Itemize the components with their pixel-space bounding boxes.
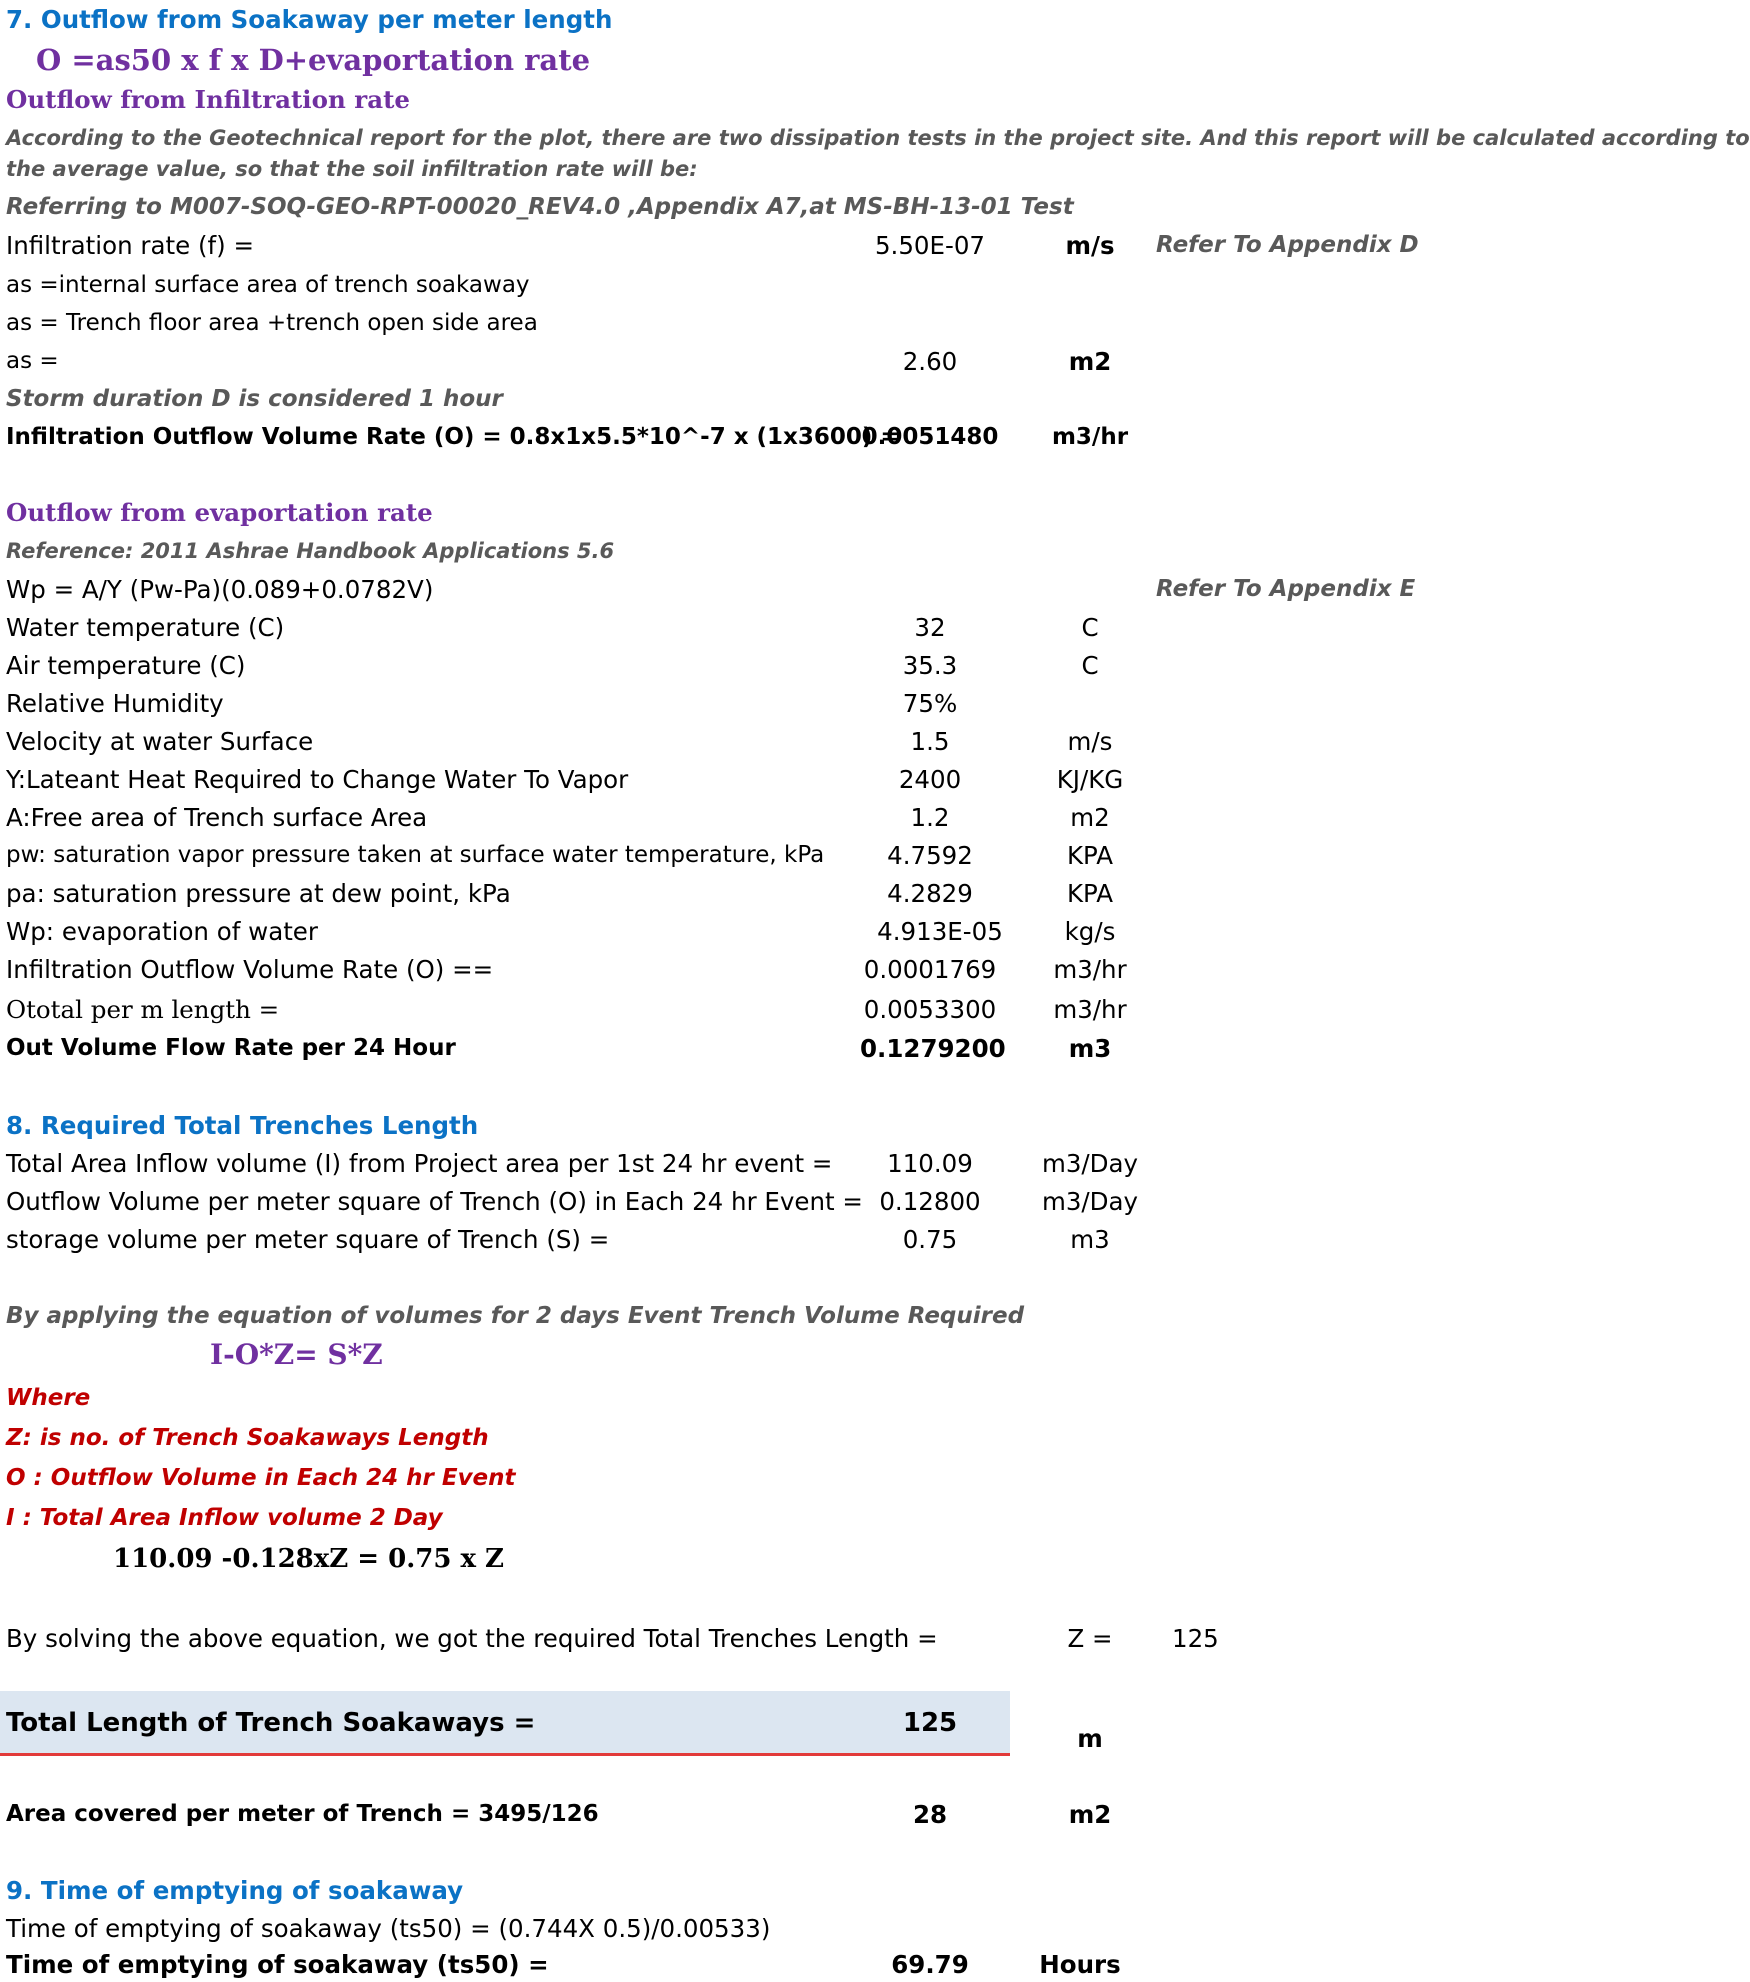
pa-label: pa: saturation pressure at dew point, kPa <box>6 879 511 908</box>
free-area-unit: m2 <box>1070 803 1110 832</box>
pw-label: pw: saturation vapor pressure taken at surface water temperature, kPa <box>6 842 825 868</box>
emptying-time-value: 69.79 <box>891 1950 969 1979</box>
definition-z: Z: is no. of Trench Soakaways Length <box>6 1425 489 1451</box>
free-area-value: 1.2 <box>910 803 950 832</box>
velocity-unit: m/s <box>1067 727 1113 756</box>
air-temp-label: Air temperature (C) <box>6 651 246 680</box>
storm-duration-note: Storm duration D is considered 1 hour <box>6 386 503 412</box>
inflow-volume-label: Total Area Inflow volume (I) from Project area per 1st 24 hr event = <box>6 1149 833 1178</box>
as-definition-1: as =internal surface area of trench soakaway <box>6 272 530 298</box>
wp-value: 4.913E-05 <box>877 917 1003 946</box>
as-unit: m2 <box>1068 347 1112 376</box>
infiltration-outflow-label: Infiltration Outflow Volume Rate (O) = 0.8x1x5.5*10^-7 x (1x3600) = <box>6 424 900 450</box>
water-temp-unit: C <box>1081 613 1099 642</box>
evap-outflow-value: 0.0001769 <box>863 955 997 984</box>
section-8-heading: 8. Required Total Trenches Length <box>6 1111 479 1140</box>
storage-volume-value: 0.75 <box>902 1225 958 1254</box>
outflow-volume-unit: m3/Day <box>1041 1187 1139 1216</box>
inflow-volume-value: 110.09 <box>887 1149 973 1178</box>
section-7-heading: 7. Outflow from Soakaway per meter length <box>6 5 613 34</box>
appendix-e-reference: Refer To Appendix E <box>1156 576 1416 602</box>
wp-unit: kg/s <box>1064 917 1116 946</box>
pa-value: 4.2829 <box>887 879 973 908</box>
as-definition-2: as = Trench floor area +trench open side area <box>6 310 538 336</box>
out-24h-label: Out Volume Flow Rate per 24 Hour <box>6 1035 456 1061</box>
ototal-label: Ototal per m length = <box>6 995 280 1024</box>
infiltration-heading: Outflow from Infiltration rate <box>6 85 410 114</box>
section-9-heading: 9. Time of emptying of soakaway <box>6 1876 464 1905</box>
ototal-unit: m3/hr <box>1053 995 1127 1024</box>
substituted-equation: 110.09 -0.128xZ = 0.75 x Z <box>113 1544 505 1574</box>
ototal-value: 0.0053300 <box>863 995 997 1024</box>
humidity-value: 75% <box>902 689 958 718</box>
emptying-formula: Time of emptying of soakaway (ts50) = (0.744X 0.5)/0.00533) <box>6 1914 771 1943</box>
total-length-value: 125 <box>902 1708 958 1738</box>
equation-intro: By applying the equation of volumes for 2 days Event Trench Volume Required <box>6 1303 1025 1329</box>
total-length-label: Total Length of Trench Soakaways = <box>6 1708 536 1738</box>
pw-value: 4.7592 <box>887 841 973 870</box>
pa-unit: KPA <box>1066 879 1114 908</box>
humidity-label: Relative Humidity <box>6 689 224 718</box>
area-per-meter-label: Area covered per meter of Trench = 3495/126 <box>6 1801 599 1827</box>
where-label: Where <box>6 1385 91 1411</box>
as-label: as = <box>6 348 59 374</box>
evap-outflow-label: Infiltration Outflow Volume Rate (O) == <box>6 955 494 984</box>
air-temp-value: 35.3 <box>902 651 958 680</box>
emptying-time-unit: Hours <box>1039 1950 1121 1979</box>
velocity-label: Velocity at water Surface <box>6 727 314 756</box>
outflow-volume-value: 0.12800 <box>879 1187 981 1216</box>
appendix-d-reference: Refer To Appendix D <box>1156 232 1419 258</box>
as-value: 2.60 <box>902 347 958 376</box>
infiltration-rate-unit: m/s <box>1065 231 1115 260</box>
out-24h-unit: m3 <box>1068 1034 1112 1063</box>
latent-heat-unit: KJ/KG <box>1056 765 1124 794</box>
inflow-volume-unit: m3/Day <box>1041 1149 1139 1178</box>
infiltration-outflow-unit: m3/hr <box>1051 424 1129 450</box>
infiltration-rate-label: Infiltration rate (f) = <box>6 231 255 260</box>
storage-volume-unit: m3 <box>1070 1225 1110 1254</box>
volume-equation: I-O*Z= S*Z <box>210 1338 383 1371</box>
solve-z-label: Z = <box>1067 1624 1113 1653</box>
intro-paragraph-line-1: According to the Geotechnical report for the plot, there are two dissipation tests in the project site. And this report will be calculated according to <box>6 126 1750 150</box>
out-24h-value: 0.1279200 <box>860 1034 1006 1063</box>
definition-o: O : Outflow Volume in Each 24 hr Event <box>6 1465 516 1491</box>
latent-heat-label: Y:Lateant Heat Required to Change Water To Vapor <box>6 765 629 794</box>
evaporation-formula: Wp = A/Y (Pw-Pa)(0.089+0.0782V) <box>6 575 434 604</box>
total-length-underline <box>0 1753 1010 1756</box>
air-temp-unit: C <box>1081 651 1099 680</box>
solve-statement: By solving the above equation, we got the required Total Trenches Length = <box>6 1624 938 1653</box>
pw-unit: KPA <box>1066 841 1114 870</box>
outflow-volume-label: Outflow Volume per meter square of Trench (O) in Each 24 hr Event = <box>6 1187 863 1216</box>
solve-z-value: 125 <box>1172 1624 1219 1653</box>
ashrae-reference: Reference: 2011 Ashrae Handbook Applications 5.6 <box>6 539 615 563</box>
evap-outflow-unit: m3/hr <box>1053 955 1127 984</box>
area-per-meter-value: 28 <box>912 1800 948 1829</box>
water-temp-label: Water temperature (C) <box>6 613 285 642</box>
storage-volume-label: storage volume per meter square of Trench (S) = <box>6 1225 610 1254</box>
wp-label: Wp: evaporation of water <box>6 917 318 946</box>
section-7-formula: O =as50 x f x D+evaportation rate <box>36 43 591 77</box>
emptying-time-label: Time of emptying of soakaway (ts50) = <box>6 1950 549 1979</box>
area-per-meter-unit: m2 <box>1068 1800 1112 1829</box>
reference-line: Referring to M007-SOQ-GEO-RPT-00020_REV4.0 ,Appendix A7,at MS-BH-13-01 Test <box>6 194 1074 220</box>
intro-paragraph-line-2: the average value, so that the soil infiltration rate will be: <box>6 157 698 181</box>
infiltration-outflow-value: 0.0051480 <box>861 424 999 450</box>
infiltration-rate-value: 5.50E-07 <box>874 231 986 260</box>
evaporation-heading: Outflow from evaportation rate <box>6 498 433 527</box>
free-area-label: A:Free area of Trench surface Area <box>6 803 428 832</box>
latent-heat-value: 2400 <box>898 765 962 794</box>
total-length-unit: m <box>1077 1724 1103 1753</box>
definition-i: I : Total Area Inflow volume 2 Day <box>6 1505 443 1531</box>
velocity-value: 1.5 <box>910 727 950 756</box>
water-temp-value: 32 <box>914 613 946 642</box>
